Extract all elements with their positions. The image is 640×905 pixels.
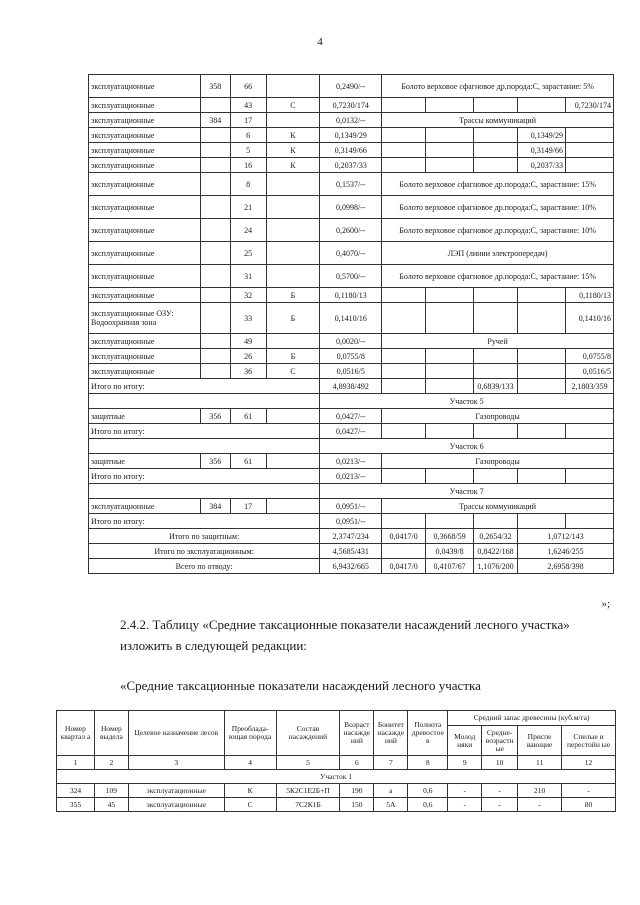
table-cell: 7С2К1Б <box>276 798 340 812</box>
table-cell: 355 <box>57 798 95 812</box>
table-cell: - <box>482 784 518 798</box>
purpose-cell: эксплуатационные <box>89 349 201 364</box>
vydel-cell: 33 <box>230 303 266 334</box>
description-cell: Болото верховое сфагновое др.порода:С, зарастание: 15% <box>382 265 614 288</box>
vydel-cell: 49 <box>230 334 266 349</box>
table-cell: защитные <box>89 454 201 469</box>
column-number: 9 <box>448 756 482 770</box>
table-cell: 0,0213/-- <box>320 454 382 469</box>
table-cell: 5К2С1Е2Б+П <box>276 784 340 798</box>
table-row <box>57 784 616 798</box>
purpose-cell: эксплуатационные <box>89 364 201 379</box>
section-label: Участок 5 <box>320 394 614 409</box>
table-cell: 1,1076/200 <box>474 559 518 574</box>
table-cell: 4,5685/431 <box>320 544 382 559</box>
area-cell: 0,7230/174 <box>320 98 382 113</box>
species-cell <box>266 219 320 242</box>
table-cell: 17 <box>230 499 266 514</box>
table-cell: 0,0427/-- <box>320 409 382 424</box>
kvartal-cell <box>200 158 230 173</box>
vydel-cell: 6 <box>230 128 266 143</box>
section-uchastok-1: Участок 1 <box>57 770 616 784</box>
header-species: Преоблада-ющая порода <box>224 711 276 756</box>
itogo-row <box>89 469 614 484</box>
kvartal-cell <box>200 288 230 303</box>
species-cell: Б <box>266 303 320 334</box>
species-cell: С <box>266 364 320 379</box>
species-cell <box>266 173 320 196</box>
table-row <box>89 265 614 288</box>
total-area: 4,8938/492 <box>320 379 382 394</box>
table-row <box>89 128 614 143</box>
table-cell <box>426 364 474 379</box>
kvartal-cell <box>200 98 230 113</box>
table-cell <box>382 143 426 158</box>
kvartal-cell <box>200 128 230 143</box>
table-cell: эксплуатационные <box>128 798 224 812</box>
column-number: 12 <box>562 756 616 770</box>
table-cell: 0,1410/16 <box>565 303 613 334</box>
kvartal-cell <box>200 173 230 196</box>
area-cell: 0,4070/-- <box>320 242 382 265</box>
table-cell <box>266 454 320 469</box>
total-label: Итого по итогу: <box>89 514 320 529</box>
table-cell: 0,0516/5 <box>565 364 613 379</box>
table-cell: 80 <box>562 798 616 812</box>
total-label: Итого по эксплуатационным: <box>89 544 320 559</box>
table-cell <box>565 128 613 143</box>
description-cell: Болото верховое сфагновое др.порода:С, зарастание: 10% <box>382 196 614 219</box>
column-number: 4 <box>224 756 276 770</box>
table-cell <box>426 288 474 303</box>
table-cell: 0,6 <box>408 798 448 812</box>
table-cell <box>382 469 426 484</box>
table-cell <box>474 143 518 158</box>
table-cell: 45 <box>94 798 128 812</box>
total-area: 0,0213/-- <box>320 469 382 484</box>
table-row <box>89 158 614 173</box>
table-row <box>89 409 614 424</box>
table-cell <box>382 424 426 439</box>
kvartal-cell <box>200 334 230 349</box>
area-cell: 0,0755/8 <box>320 349 382 364</box>
closing-quote: »; <box>601 598 610 610</box>
table-cell: 1,6246/255 <box>518 544 614 559</box>
table-cell <box>565 469 613 484</box>
header-density: Полнота древостое в <box>408 711 448 756</box>
header-bonitet: Бонитет насажде ний <box>374 711 408 756</box>
total-label: Итого по итогу: <box>89 424 320 439</box>
area-cell: 0,2600/-- <box>320 219 382 242</box>
table-cell <box>474 424 518 439</box>
blank-cell <box>89 484 320 499</box>
kvartal-cell <box>200 143 230 158</box>
table-cell <box>382 98 426 113</box>
table-cell: 0,6839/133 <box>474 379 518 394</box>
table-cell <box>565 158 613 173</box>
table-cell <box>518 98 566 113</box>
kvartal-cell <box>200 349 230 364</box>
table-cell <box>382 349 426 364</box>
kvartal-cell <box>200 303 230 334</box>
species-cell <box>266 334 320 349</box>
total-exploit-row <box>89 544 614 559</box>
table-cell: 6,9432/665 <box>320 559 382 574</box>
table-row <box>89 349 614 364</box>
table-cell <box>382 364 426 379</box>
vydel-cell: 32 <box>230 288 266 303</box>
table-cell <box>518 303 566 334</box>
description-cell: Газопроводы <box>382 454 614 469</box>
column-number: 11 <box>518 756 562 770</box>
table-row <box>89 334 614 349</box>
table-cell: 109 <box>94 784 128 798</box>
vydel-cell: 17 <box>230 113 266 128</box>
table-cell <box>474 288 518 303</box>
kvartal-cell: 384 <box>200 113 230 128</box>
kvartal-cell: 358 <box>200 75 230 98</box>
purpose-cell: эксплуатационные <box>89 288 201 303</box>
vydel-cell: 66 <box>230 75 266 98</box>
column-number: 1 <box>57 756 95 770</box>
total-label: Итого по защитным: <box>89 529 320 544</box>
table-cell: 61 <box>230 409 266 424</box>
table-cell <box>474 98 518 113</box>
table-cell <box>382 514 426 529</box>
kvartal-cell <box>200 265 230 288</box>
species-cell: Б <box>266 349 320 364</box>
species-cell <box>266 242 320 265</box>
table-cell: 356 <box>200 454 230 469</box>
table-cell: эксплуатационные <box>89 499 201 514</box>
table-cell <box>474 303 518 334</box>
table-cell: 210 <box>518 784 562 798</box>
description-cell: Газопроводы <box>382 409 614 424</box>
area-cell: 0,2490/-- <box>320 75 382 98</box>
total-all-row <box>89 559 614 574</box>
total-label: Всего по отводу: <box>89 559 320 574</box>
table-cell: 0,3668/59 <box>426 529 474 544</box>
table-cell <box>266 499 320 514</box>
table-cell <box>474 514 518 529</box>
allocation-table-body <box>89 75 614 574</box>
table-cell <box>426 349 474 364</box>
table-cell: К <box>224 784 276 798</box>
description-cell: Трассы коммуникаций <box>382 113 614 128</box>
column-number: 3 <box>128 756 224 770</box>
description-cell: Болото верховое сфагновое др.порода:С, зарастание: 15% <box>382 173 614 196</box>
table-cell: 384 <box>200 499 230 514</box>
column-number: 10 <box>482 756 518 770</box>
description-cell: Трассы коммуникаций <box>382 499 614 514</box>
table-cell <box>474 128 518 143</box>
table-cell: 190 <box>340 784 374 798</box>
section-label: Участок 7 <box>320 484 614 499</box>
table-cell <box>426 424 474 439</box>
purpose-cell: эксплуатационные ОЗУ: Водоохранная зона <box>89 303 201 334</box>
species-cell: С <box>266 98 320 113</box>
table-cell <box>426 98 474 113</box>
itogo-row <box>89 379 614 394</box>
header-young: Молод няки <box>448 726 482 756</box>
vydel-cell: 21 <box>230 196 266 219</box>
species-cell: Б <box>266 288 320 303</box>
purpose-cell: эксплуатационные <box>89 265 201 288</box>
section-row <box>89 394 614 409</box>
header-stock: Средний запас древесины (куб.м/га) <box>448 711 616 726</box>
purpose-cell: эксплуатационные <box>89 128 201 143</box>
species-cell: К <box>266 143 320 158</box>
blank-cell <box>89 394 320 409</box>
column-number: 6 <box>340 756 374 770</box>
description-cell: ЛЭП (линии электропередач) <box>382 242 614 265</box>
table-cell <box>426 143 474 158</box>
kvartal-cell <box>200 364 230 379</box>
table-cell <box>382 379 426 394</box>
species-cell: К <box>266 158 320 173</box>
table-cell: 61 <box>230 454 266 469</box>
table-cell: 0,3149/66 <box>518 143 566 158</box>
area-cell: 0,0132/-- <box>320 113 382 128</box>
description-cell: Болото верховое сфагновое др.порода:С, зарастание: 5% <box>382 75 614 98</box>
table-cell: защитные <box>89 409 201 424</box>
table-cell: 356 <box>200 409 230 424</box>
table-cell: 0,2654/32 <box>474 529 518 544</box>
vydel-cell: 26 <box>230 349 266 364</box>
table-cell <box>382 544 426 559</box>
allocation-table <box>88 74 614 574</box>
table-row <box>89 219 614 242</box>
page-number: 4 <box>317 36 323 48</box>
column-number: 8 <box>408 756 448 770</box>
table-cell <box>518 379 566 394</box>
taxation-table <box>56 710 616 812</box>
amendment-paragraph: 2.4.2. Таблицу «Средние таксационные показатели насаждений лесного участка» изложить в следующей редакции: <box>120 617 570 653</box>
table-cell <box>382 128 426 143</box>
purpose-cell: эксплуатационные <box>89 143 201 158</box>
table-cell: 2,1803/359 <box>565 379 613 394</box>
table-row <box>89 303 614 334</box>
table-row <box>89 173 614 196</box>
table-cell <box>518 514 566 529</box>
table-cell <box>518 424 566 439</box>
column-numbers-row <box>57 756 616 770</box>
table-row <box>89 113 614 128</box>
area-cell: 0,1349/29 <box>320 128 382 143</box>
table-cell <box>382 303 426 334</box>
header-mature: Спелые и перестойн ые <box>562 726 616 756</box>
area-cell: 0,0516/5 <box>320 364 382 379</box>
species-cell <box>266 196 320 219</box>
species-cell <box>266 75 320 98</box>
purpose-cell: эксплуатационные <box>89 334 201 349</box>
table-cell <box>565 424 613 439</box>
table-cell: - <box>448 784 482 798</box>
table-cell: С <box>224 798 276 812</box>
kvartal-cell <box>200 196 230 219</box>
table-cell: 0,7230/174 <box>565 98 613 113</box>
table-cell <box>518 364 566 379</box>
table-cell <box>565 514 613 529</box>
table-cell: 324 <box>57 784 95 798</box>
table-cell <box>426 128 474 143</box>
table-cell: 0,4107/67 <box>426 559 474 574</box>
header-composition: Состав насаждений <box>276 711 340 756</box>
table-row <box>89 242 614 265</box>
table-row <box>89 98 614 113</box>
vydel-cell: 31 <box>230 265 266 288</box>
table-cell <box>382 288 426 303</box>
vydel-cell: 43 <box>230 98 266 113</box>
table-cell <box>474 349 518 364</box>
purpose-cell: эксплуатационные <box>89 75 201 98</box>
table-cell: - <box>448 798 482 812</box>
table-cell <box>426 303 474 334</box>
itogo-row <box>89 424 614 439</box>
table-row <box>89 196 614 219</box>
vydel-cell: 25 <box>230 242 266 265</box>
area-cell: 0,5700/-- <box>320 265 382 288</box>
area-cell: 0,1410/16 <box>320 303 382 334</box>
table-row <box>89 454 614 469</box>
table-cell: 0,1349/29 <box>518 128 566 143</box>
table-cell: 2,6958/398 <box>518 559 614 574</box>
column-number: 7 <box>374 756 408 770</box>
table-cell <box>266 409 320 424</box>
table-cell: 2,3747/234 <box>320 529 382 544</box>
purpose-cell: эксплуатационные <box>89 173 201 196</box>
purpose-cell: эксплуатационные <box>89 98 201 113</box>
area-cell: 0,1537/-- <box>320 173 382 196</box>
header-middle: Средне-возрастн ые <box>482 726 518 756</box>
table-cell: 5А <box>374 798 408 812</box>
table-cell: 0,0417/0 <box>382 529 426 544</box>
table-row <box>89 364 614 379</box>
table-cell: - <box>482 798 518 812</box>
table-cell: 0,0417/0 <box>382 559 426 574</box>
table-row <box>57 798 616 812</box>
itogo-row <box>89 514 614 529</box>
vydel-cell: 5 <box>230 143 266 158</box>
area-cell: 0,2037/33 <box>320 158 382 173</box>
total-protective-row <box>89 529 614 544</box>
table-cell: 0,8422/168 <box>474 544 518 559</box>
area-cell: 0,3149/66 <box>320 143 382 158</box>
vydel-cell: 36 <box>230 364 266 379</box>
table-cell: - <box>518 798 562 812</box>
table-cell <box>518 288 566 303</box>
table-row <box>89 75 614 98</box>
table-cell <box>426 514 474 529</box>
area-cell: 0,0020/-- <box>320 334 382 349</box>
purpose-cell: эксплуатационные <box>89 196 201 219</box>
table-cell <box>474 158 518 173</box>
purpose-cell: эксплуатационные <box>89 158 201 173</box>
blank-cell <box>89 439 320 454</box>
table-cell: 1,0712/143 <box>518 529 614 544</box>
header-age: Возраст насажде ний <box>340 711 374 756</box>
section-row <box>89 439 614 454</box>
table-cell <box>426 158 474 173</box>
species-cell <box>266 113 320 128</box>
purpose-cell: эксплуатационные <box>89 219 201 242</box>
column-number: 5 <box>276 756 340 770</box>
table-cell <box>565 143 613 158</box>
section-row <box>89 484 614 499</box>
species-cell <box>266 265 320 288</box>
purpose-cell: эксплуатационные <box>89 113 201 128</box>
description-cell: Болото верховое сфагновое др.порода:С, зарастание: 10% <box>382 219 614 242</box>
vydel-cell: 8 <box>230 173 266 196</box>
header-purpose: Целевое назначение лесов <box>128 711 224 756</box>
table-heading: «Средние таксационные показатели насаждений лесного участка <box>120 678 481 693</box>
table-cell <box>474 469 518 484</box>
species-cell: К <box>266 128 320 143</box>
vydel-cell: 24 <box>230 219 266 242</box>
header-ripening: Приспе вающие <box>518 726 562 756</box>
area-cell: 0,0998/-- <box>320 196 382 219</box>
table-cell <box>518 469 566 484</box>
table-cell <box>382 158 426 173</box>
table-cell: 0,6 <box>408 784 448 798</box>
table-row <box>89 143 614 158</box>
total-area: 0,0427/-- <box>320 424 382 439</box>
table-row <box>89 499 614 514</box>
table-row <box>89 288 614 303</box>
table-cell <box>474 364 518 379</box>
area-cell: 0,1180/13 <box>320 288 382 303</box>
purpose-cell: эксплуатационные <box>89 242 201 265</box>
total-area: 0,0951/-- <box>320 514 382 529</box>
taxation-rows <box>57 784 616 812</box>
total-label: Итого по итогу: <box>89 469 320 484</box>
kvartal-cell <box>200 219 230 242</box>
table-cell: 0,0951/-- <box>320 499 382 514</box>
vydel-cell: 16 <box>230 158 266 173</box>
table-cell: 150 <box>340 798 374 812</box>
header-kvartal: Номер квартал а <box>57 711 95 756</box>
table-cell <box>518 349 566 364</box>
table-cell <box>426 469 474 484</box>
table-cell: эксплуатационные <box>128 784 224 798</box>
table-cell: 0,0755/8 <box>565 349 613 364</box>
kvartal-cell <box>200 242 230 265</box>
table-cell: 0,1180/13 <box>565 288 613 303</box>
column-number: 2 <box>94 756 128 770</box>
section-label: Участок 6 <box>320 439 614 454</box>
table-cell: 0,0439/8 <box>426 544 474 559</box>
table-cell: 0,2037/33 <box>518 158 566 173</box>
total-label: Итого по итогу: <box>89 379 320 394</box>
description-cell: Ручей <box>382 334 614 349</box>
table-cell: - <box>562 784 616 798</box>
table-cell: а <box>374 784 408 798</box>
header-vydel: Номер выдела <box>94 711 128 756</box>
table-cell <box>426 379 474 394</box>
